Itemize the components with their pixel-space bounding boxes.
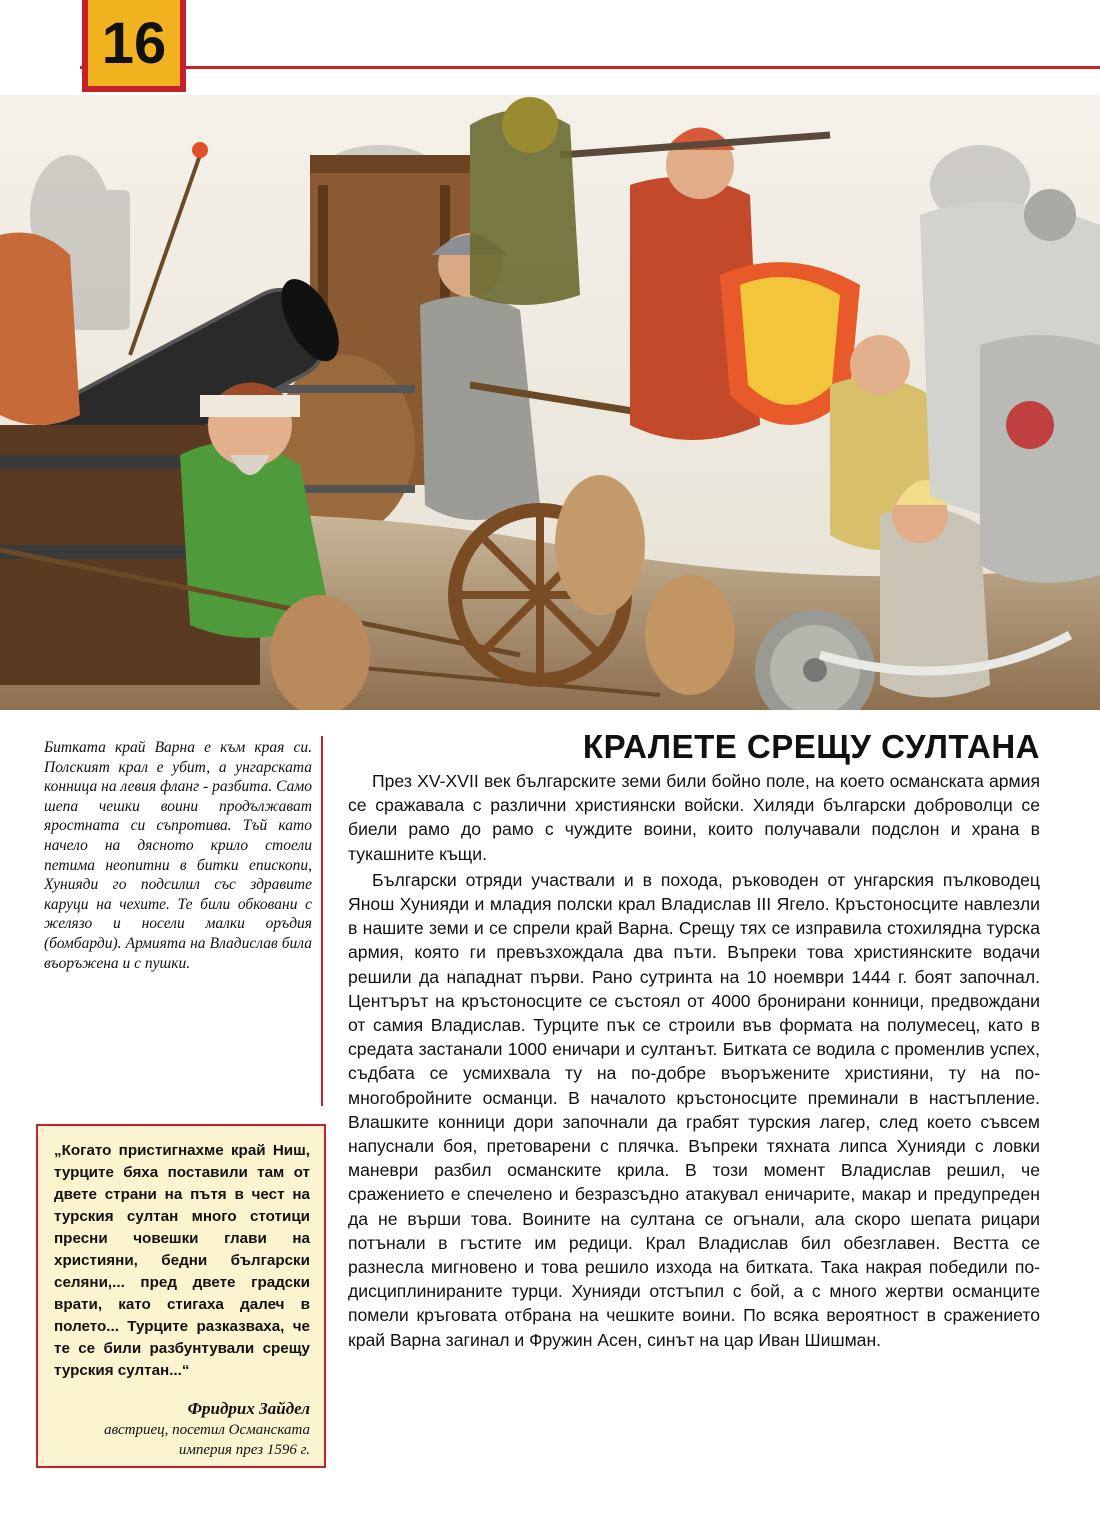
quote-text: „Когато пристигнахме край Ниш, турците бяха поставили там от двете страни на пътя в чест на турския султан много стотици пресни човешки глави на християни, бедни български селяни,... пред двете градски врати, като стигаха далеч в полето... Турците разказваха, че те се били разбунтували срещу турския султан...“	[54, 1142, 310, 1379]
article-paragraph: През XV-XVII век българските земи били бойно поле, на което османската армия се сражавала с различни християнски войски. Хиляди български доброволци се биели рамо до рамо с чуждите воини, които получавали подслон и храна в тукашните къщи.	[348, 771, 1040, 864]
quote-author: Фридрих Зайдел	[187, 1399, 310, 1418]
quote-box	[36, 1124, 326, 1468]
illustration-caption: Битката край Варна е към края си. Полският крал е убит, а унгарската конница на левия фланг - разбита. Само шепа чешки воини продължават яростната си съпротива. Тъй като начело на дясното крило стоели петима неопитни в битки епископи, Хунияди го подсилил със здравите каруци на чехите. Те били обковани с желязо и носели малки оръдия (бомбарди). Армията на Владислав била въоръжена и с пушки.	[44, 739, 312, 972]
battle-scene-image	[0, 95, 1100, 710]
battle-illustration	[0, 95, 1100, 710]
quote-author-description: австриец, посетил Османската империя през 1596 г.	[104, 1422, 310, 1458]
article-paragraph: Български отряди участвали и в похода, ръководен от унгарския пълководец Янош Хунияди и младия полски крал Владислав III Ягело. Кръстоносците навлезли в нашите земи и се спрели край Варна. Срещу тях се изправила стохилядна турска армия, която ги превъзхождала два пъти. Въпреки това християнските водачи решили да нападнат първи. Рано сутринта на 10 ноември 1444 г. боят започнал. Центърът на кръстоносците се състоял от 4000 бронирани конници, предвождани от самия Владислав. Турците пък се строили във формата на полумесец, като в средата застанали 1000 еничари и султанът. Битката се водила с променлив успех, съдбата се усмихвала ту на по-добре въоръжените християни, ту на по-многобройните османци. В началото кръстоносците преминали в настъпление. Влашките конници дори започнали да грабят турския лагер, след което съвсем напуснали боя, претоварени с плячка. Въпреки тяхната липса Хунияди с ловки маневри разбил османските крила. В този момент Владислав решил, че сражението е спечелено и безразсъдно атакувал еничарите, макар и предупреден да не върши това. Воините на султана се огънали, ала скоро шепата рицари потънали в гъстите им редици. Крал Владислав бил обезглавен. Вестта се разнесла мигновено и това решило изхода на битката. Така накрая победили по-дисциплинираните турци. Хунияди отстъпил с бой, а с много жертви османците помели кръговата отбрана на чешките воини. По всяка вероятност в сражението край Варна загинал и Фружин Асен, синът на цар Иван Шишман.	[348, 869, 1040, 1350]
article-body	[348, 769, 1040, 1352]
caption-divider	[321, 736, 323, 1106]
page-number: 16	[101, 10, 167, 76]
page-number-badge	[82, 0, 186, 92]
article-title: КРАЛЕТЕ СРЕЩУ СУЛТАНА	[582, 728, 1040, 765]
header-red-rule	[80, 66, 1100, 69]
